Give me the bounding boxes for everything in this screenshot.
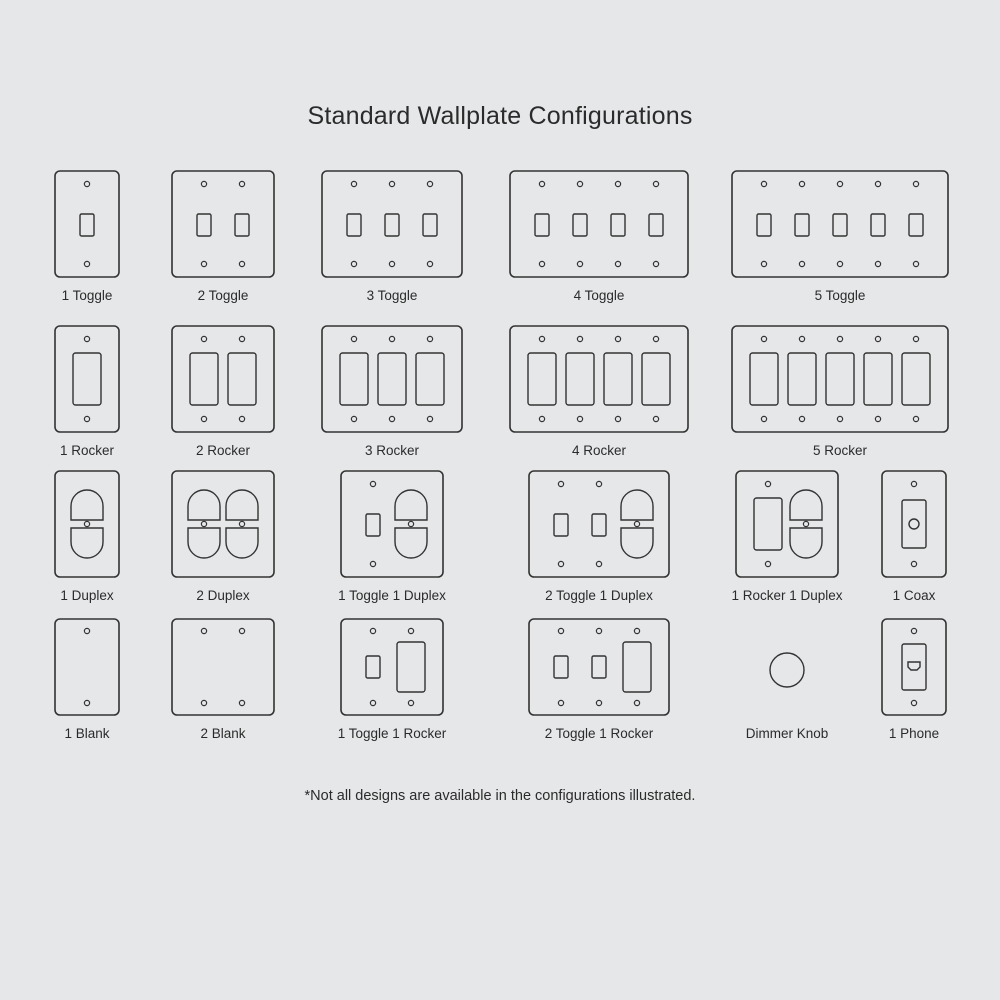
config-label: 2 Toggle: [197, 288, 249, 303]
wallplate-2-duplex: [171, 470, 275, 578]
wallplate-1-toggle-1-duplex: [340, 470, 444, 578]
wallplate-1-rocker-1-duplex: [735, 470, 839, 578]
wallplate-1-toggle-1-rocker: [340, 618, 444, 716]
config-label: 5 Rocker: [812, 443, 868, 458]
wallplate-2-rocker: [171, 325, 275, 433]
wallplate-2-toggle: [171, 170, 275, 278]
config-label: 1 Blank: [64, 726, 110, 741]
config-label: 3 Rocker: [364, 443, 420, 458]
wallplate-1-blank: [54, 618, 120, 716]
config-label: 1 Phone: [888, 726, 940, 741]
config-label: 2 Toggle 1 Duplex: [545, 588, 653, 603]
config-label: 1 Rocker: [59, 443, 115, 458]
config-label: 1 Rocker 1 Duplex: [731, 588, 843, 603]
config-label: 1 Coax: [892, 588, 936, 603]
wallplate-1-coax: [881, 470, 947, 578]
wallplate-3-toggle: [321, 170, 463, 278]
wallplate-2-toggle-1-duplex: [528, 470, 670, 578]
wallplate-1-duplex: [54, 470, 120, 578]
wallplate-5-rocker: [731, 325, 949, 433]
config-label: 3 Toggle: [366, 288, 418, 303]
dimmer-knob: [767, 650, 807, 690]
wallplate-1-phone: [881, 618, 947, 716]
config-label: 4 Rocker: [571, 443, 627, 458]
wallplate-2-toggle-1-rocker: [528, 618, 670, 716]
wallplate-5-toggle: [731, 170, 949, 278]
config-label: 5 Toggle: [814, 288, 866, 303]
config-label: 2 Toggle 1 Rocker: [544, 726, 654, 741]
config-label: 4 Toggle: [573, 288, 625, 303]
config-label: 1 Toggle 1 Rocker: [337, 726, 447, 741]
config-label: Dimmer Knob: [745, 726, 829, 741]
config-label: 2 Rocker: [195, 443, 251, 458]
wallplate-2-blank: [171, 618, 275, 716]
wallplate-4-toggle: [509, 170, 689, 278]
wallplate-3-rocker: [321, 325, 463, 433]
config-label: 1 Toggle 1 Duplex: [338, 588, 446, 603]
config-label: 1 Duplex: [60, 588, 114, 603]
config-label: 2 Duplex: [196, 588, 250, 603]
wallplate-1-toggle: [54, 170, 120, 278]
footnote-text: *Not all designs are available in the configurations illustrated.: [304, 788, 696, 804]
config-label: 1 Toggle: [61, 288, 113, 303]
config-label: 2 Blank: [200, 726, 246, 741]
wallplate-4-rocker: [509, 325, 689, 433]
wallplate-1-rocker: [54, 325, 120, 433]
page-title: Standard Wallplate Configurations: [307, 102, 693, 130]
